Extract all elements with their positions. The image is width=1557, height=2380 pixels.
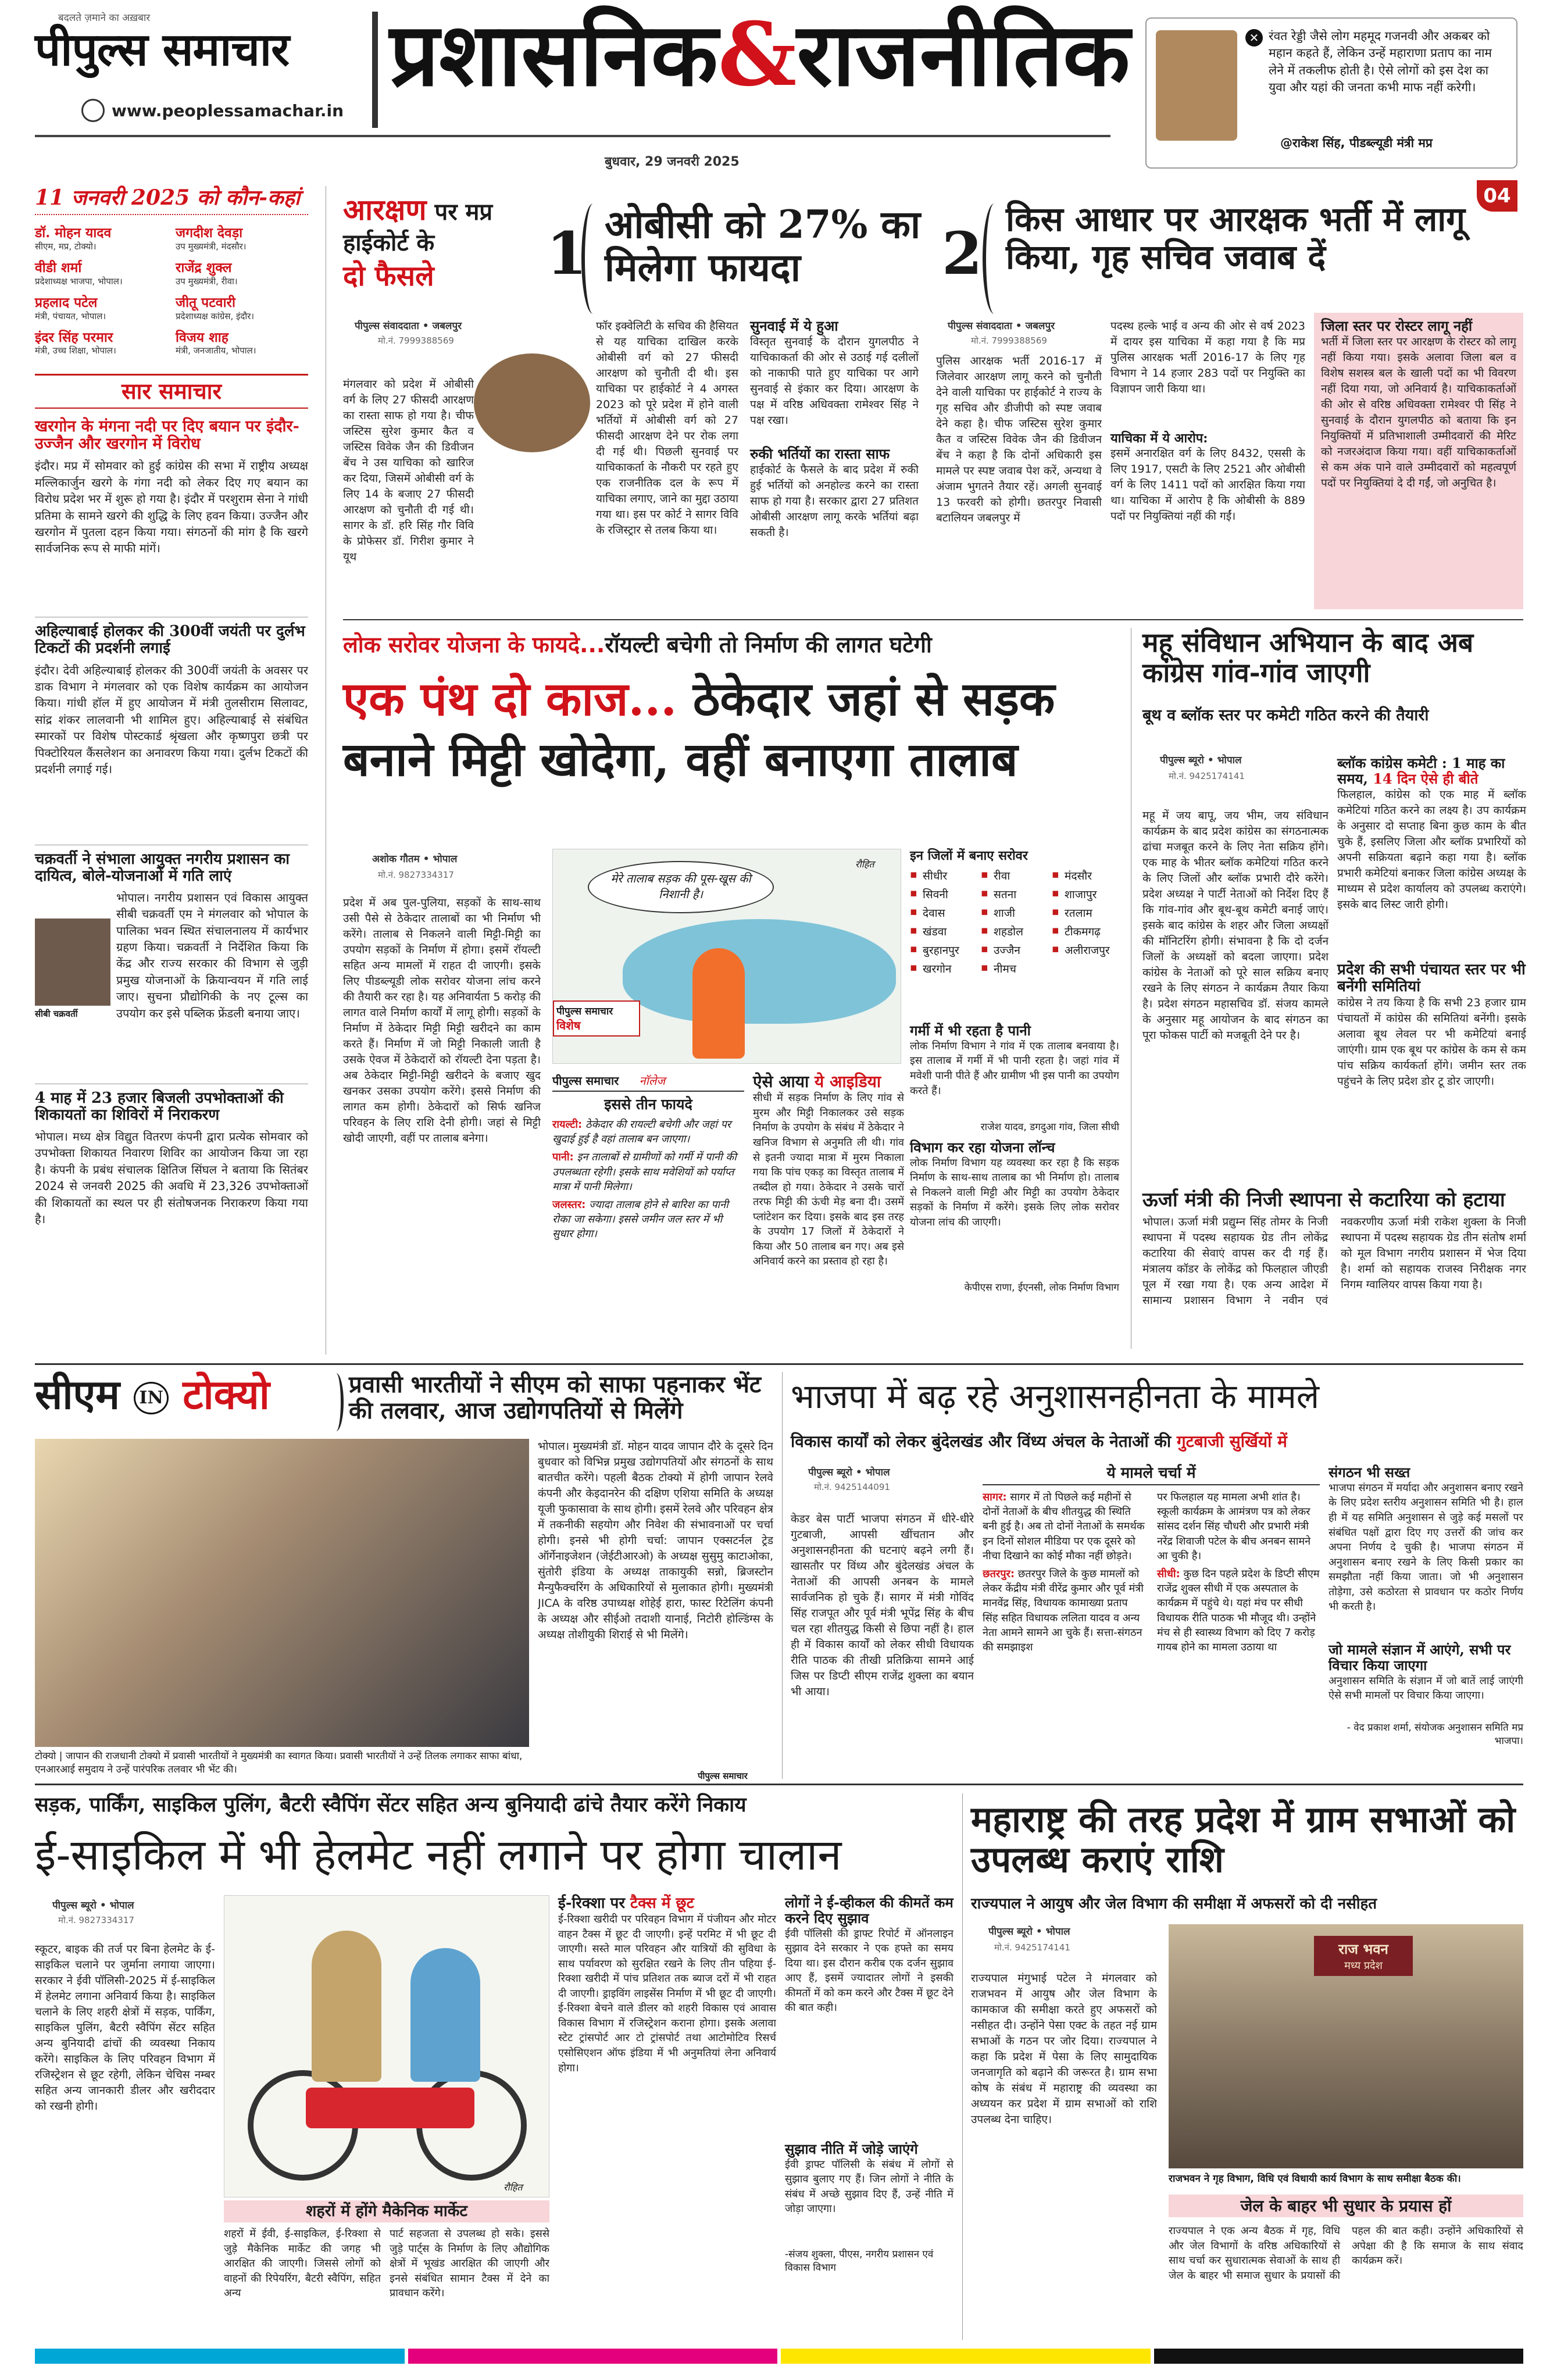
mhow-side-text: फिलहाल, कांग्रेस को एक माह में ब्लॉक कमेटियां गठित करने का लक्ष्य है। उप कार्यक्रम के अनुसार दो सप्ताह बिना कुछ काम के बीत चुके हैं, इसलिए जिला और ब्लॉक प्रभारियों को अपनी सक्रियता बढ़ाने कहा गया है। ब्लॉक प्रभारी कमेटियां बनाकर जिला कांग्रेस अध्यक्ष के माध्यम से प्रदेश कार्यालय को उपलब्ध कराएंगे। इसके बाद लिस्ट जारी होगी। xyxy=(1337,788,1526,911)
rule-lower xyxy=(35,1784,1523,1785)
birthdays-grid xyxy=(35,226,308,356)
bjp-sangathan2-text: अनुशासन समिति के संज्ञान में जो बातें लाई जाएंगी ऐसे सभी मामलों पर विचार किया जाएगा। xyxy=(1329,1674,1523,1702)
saar-item-2 xyxy=(35,617,308,836)
paper-name: पीपुल्स समाचार xyxy=(35,23,290,76)
rule-middle xyxy=(35,1363,1523,1365)
tokyo-brand-b: टोक्यो xyxy=(183,1370,270,1418)
person-8 xyxy=(176,330,308,357)
district-item: ▪ बुरहानपुर xyxy=(910,942,977,957)
benefits-box xyxy=(552,1073,744,1349)
lake-shape xyxy=(623,919,896,1024)
lok-head-a: एक पंथ दो काज... xyxy=(343,671,677,726)
story1-sub1-text: विस्तृत सुनवाई के दौरान युगलपीठ ने याचिकाकर्ता की ओर से उठाई गई दलीलों को नाकाफी पाते हुए याचिका पर आगे सुनवाई से इंकार कर दिया। आरक्षण के पक्ष में वरिष्ठ अधिवक्ता रामेश्वर सिंह ने पक्ष रखा। xyxy=(750,335,919,427)
price-head: लोगों ने ई-व्हीकल की कीमतें कम करने दिए सुझाव xyxy=(785,1894,954,1927)
kicker-a: आरक्षण xyxy=(343,192,427,227)
person-role: प्रदेशाध्यक्ष कांग्रेस, इंदौर। xyxy=(176,310,255,321)
magenta-swatch xyxy=(408,2349,778,2364)
story1-headline: ओबीसी को 27% का मिलेगा फायदा xyxy=(605,202,921,290)
rajyapal-text: राज्यपाल मंगुभाई पटेल ने मंगलवार को राजभवन में आयुष और जेल विभाग के कामकाज की समीक्षा करते हुए अफसरों को नसीहत दी। उन्होंने पेसा एक्ट के तहत नई ग्राम सभाओं के गठन पर जोर दिया। राज्यपाल ने कहा कि प्रदेश में पेसा के लिए सामुदायिक जनजागृति को बढ़ाने की जरूरत है। ग्राम सभा कोष के संबंध में महाराष्ट्र की व्यवस्था का अध्ययन कर प्रदेश में ग्राम सभाओं को राशि उपलब्ध देना चाहिए। xyxy=(971,1972,1157,2126)
jail-head: जेल के बाहर भी सुधार के प्रयास हों xyxy=(1169,2195,1523,2217)
mhow-side-head-a: ब्लॉक कांग्रेस कमेटी : 1 माह का समय, xyxy=(1337,755,1505,787)
sujhav-text: ईवी ड्राफ्ट पॉलिसी के संबंध में लोगों से सुझाव बुलाए गए हैं। जिन लोगों ने नीति के संबंध में अच्छे सुझाव दिए हैं, उन्हें नीति में जोड़ा जाएगा। xyxy=(785,2158,954,2215)
benefit-key: रायल्टी: xyxy=(552,1118,583,1131)
yojana-text: लोक निर्माण विभाग यह व्यवस्था कर रहा है कि सड़क निर्माण के साथ-साथ तालाब का भी निर्माण हो। तालाब से निकलने वाली मिट्टी और मिट्टी का उपयोग ठेकेदार सड़कों के निर्माण में करेंगे। इसके लिए लोक सरोवर योजना लांच की जाएगी। xyxy=(910,1156,1119,1228)
minister-photo xyxy=(1156,30,1237,141)
person-name: विजय शाह xyxy=(176,329,228,345)
mhow-side-head-b: 14 दिन ऐसे ही बीते xyxy=(1373,770,1479,787)
jail-text: राज्यपाल ने एक अन्य बैठक में गृह, विधि और जेल विभागों के वरिष्ठ अधिकारियों से साथ चर्चा कर सुधारात्मक सेवाओं के साथ ही जेल के बाहर भी समाज सुधार के प्रयासों की पहल की बात कही। उन्होंने अधिकारियों से अपेक्षा की है कि समाज के साथ संवाद कार्यक्रम करें। xyxy=(1169,2225,1523,2282)
cartoon-credit: रौहित xyxy=(503,2182,523,2193)
lok-phone: मो.नं. 9827334317 xyxy=(378,870,454,880)
bjp-case xyxy=(983,1490,1145,1563)
story2-sub-text: इसमें अनारक्षित वर्ग के लिए 8432, एससी के लिए 1917, एसटी के लिए 2521 और ओबीसी वर्ग के लिए 1411 पदों को आरक्षित किया गया था। याचिका में आरोप है कि ओबीसी के 889 पदों पर नियुक्तियां नहीं की गईं। xyxy=(1110,446,1305,523)
bjp-sub-b: गुटबाजी सुर्खियों में xyxy=(1176,1432,1287,1451)
tax-head xyxy=(558,1895,776,1912)
bjp-case-text: कुछ दिन पहले प्रदेश के डिप्टी सीएम राजेंद्र शुक्ल सीधी में एक अस्पताल के कार्यक्रम में पहुंचे थे। यहां मंच पर सीधी विधायक रीति पाठक भी मौजूद थी। उन्होंने मंच से ही स्वास्थ्य विभाग को दिए 7 करोड़ गायब होने का मामला उठाया था xyxy=(1157,1568,1320,1653)
saar-title: सार समाचार xyxy=(35,374,308,409)
story2-phone: मो.नं. 7999388569 xyxy=(971,335,1047,346)
ecycle-text: स्कूटर, बाइक की तर्ज पर बिना हेलमेट के ई-साइकिल चलाने पर जुर्माना लगाया जाएगा। सरकार ने ईवी पॉलिसी-2025 में ई-साइकिल में हेलमेट लगाना अनिवार्य किया है। साइकिल चलाने के लिए शहरी क्षेत्रों में सड़क, पार्किंग, साइकिल पुलिंग, बैटरी स्वैपिंग सेंटर सहित अन्य बुनियादी ढांचों की व्यवस्था निकाय करेंगे। साइकिल के लिए परिवहन विभाग में रजिस्ट्रेशन से छूट रहेगी, लेकिन चेचिस नम्बर सहित अन्य जानकारी डीलर और खरीददार को रखनी होगी। xyxy=(35,1943,215,2113)
districts-box xyxy=(910,849,1119,1023)
benefit-1 xyxy=(552,1117,744,1146)
district-item: ▪ खरगोन xyxy=(910,961,977,976)
benefit-value: ज्यादा तालाब होने से बारिश का पानी रोका जा सकेगा। इससे जमीन जल स्तर में भी सुधार होगा। xyxy=(552,1198,728,1241)
benefit-key: पानी: xyxy=(552,1151,574,1164)
mhow-text: महू में जय बापू, जय भीम, जय संविधान कार्यक्रम के बाद प्रदेश कांग्रेस का संगठनात्मक ढांचा मजबूत करने के लिए नेता सक्रिय होंगे। एक माह के भीतर ब्लॉक कमेटियां गठित करने के लिए जिलों और ब्लॉक प्रभारी दौरे करेंगे। प्रदेश अध्यक्ष ने पार्टी नेताओं को निर्देश दिए हैं कि गांव-गांव और बूथ-बूथ कमेटी बनाई जाएं। इसके बाद कांग्रेस के शहर और जिला अध्यक्षों की मॉनिटरिंग होगी। संभावना है कि दो दर्जन जिलों के अध्यक्षों को बदला जाएगा। प्रदेश कांग्रेस के नेताओं को पूरे साल सक्रिय बनाए रखने के लिए संगठन ने कार्यक्रम तैयार किया है। प्रदेश संगठन महासचिव डॉ. संजय कामले के अनुसार महू आयोजन के बाद संगठन का पूरा फोकस पार्टी को मजबूती देने पर है। xyxy=(1142,809,1329,1042)
idea-headline xyxy=(753,1073,904,1091)
district-item: ▪ उज्जैन xyxy=(981,942,1048,957)
person-6 xyxy=(176,295,308,322)
tokyo-brand-a: सीएम xyxy=(35,1370,120,1418)
person-role: मंत्री, जनजातीय, भोपाल। xyxy=(176,345,256,356)
roster-text: भर्ती में जिला स्तर पर आरक्षण के रोस्टर को लागू नहीं किया गया। इसके अलावा जिला बल व विशेष सशस्त्र बल के खाली पदों का भी विवरण नहीं दिया गया, जो अनिवार्य है। याचिकाकर्ताओं की ओर से वरिष्ठ अधिवक्ता रामेश्वर पी सिंह ने सुनवाई के दौरान युगलपीठ को बताया कि इन नियुक्तियों में प्रतिभाशाली उम्मीदवारों की मेरिट को नजरअंदाज किया गया। वहीं याचिकाकर्ताओं से कम अंक पाने वाले उम्मीदवारों को महत्वपूर्ण पदों पर नियुक्तियां दे दी गईं, जो अनुचित है। xyxy=(1321,335,1516,489)
lok-byline: अशोक गौतम • भोपाल xyxy=(372,853,458,865)
lok-headline xyxy=(343,669,1122,789)
person-name: प्रहलाद पटेल xyxy=(35,294,98,310)
gavel-photo xyxy=(474,353,590,452)
person-name: वीडी शर्मा xyxy=(35,260,82,276)
district-item: ▪ रतलाम xyxy=(1052,905,1119,920)
quote-author: @राकेश सिंह, पीडब्ल्यूडी मंत्री मप्र xyxy=(1280,136,1433,150)
tokyo-headline: प्रवासी भारतीयों ने सीएम को साफा पहनाकर भेंट की तलवार, आज उद्योगपतियों से मिलेंगे xyxy=(349,1371,761,1424)
lok-cartoon xyxy=(552,849,901,1064)
birthdays-title: 11 जनवरी 2025 को कौन-कहां xyxy=(35,186,308,215)
masthead-rule xyxy=(35,135,1110,137)
tokyo-caption-text: टोक्यो | जापान की राजधानी टोक्यो में प्रवासी भारतीयों ने मुख्यमंत्री का स्वागत किया। प्रवासी भारतीयों ने उन्हें तिलक लगाकर साफा बांधा, एनआरआई समुदाय ने उन्हें पारंपरिक तलवार भी भेंट की। xyxy=(35,1750,523,1775)
benefit-3 xyxy=(552,1198,744,1242)
district-item: ▪ अलीराजपुर xyxy=(1052,942,1119,957)
bjp-phone: मो.नं. 9425144091 xyxy=(814,1482,890,1492)
district-item: ▪ नीमच xyxy=(981,961,1048,976)
page-number: 04 xyxy=(1477,180,1517,212)
aarakshan-kicker xyxy=(343,192,535,292)
district-item: ▪ टीकमगढ़ xyxy=(1052,924,1119,939)
bracket-2 xyxy=(983,203,1006,314)
print-color-bar xyxy=(35,2349,1523,2364)
story1-text-b: फॉर इक्वेलिटी के सचिव की हैसियत से यह याचिका दाखिल करके ओबीसी वर्ग को 27 फीसदी आरक्षण को चुनौती दी थी। इस याचिका पर हाईकोर्ट ने 4 अगस्त 2023 को पूरे प्रदेश में होने वाली भर्तियों में ओबीसी वर्ग को 27 फीसदी आरक्षण देने पर रोक लगा दी गई थी। पिछली सुनवाई पर याचिकाकर्ता के नौकरी पर रहते हुए एक राजनीतिक दल के रूप में याचिका लगाए, जाने का मुद्दा उठाया गया था। इस पर कोर्ट ने सागर विवि के रजिस्ट्रार से तलब किया था। xyxy=(596,320,738,537)
tax-text: ई-रिक्शा खरीदी पर परिवहन विभाग में पंजीयन और मोटर वाहन टैक्स में छूट दी जाएगी। इन्हें परमिट में भी छूट दी जाएगी। सस्ते माल परिवहन और यात्रियों की सुविधा के साथ पर्यावरण को सुरक्षित रखने के लिए तीन पहिया ई-रिक्शा खरीदी में पांच प्रतिशत तक ब्याज दरों में भी राहत दी जाएगी। ड्राइविंग लाइसेंस निर्माण में भी छूट दी जाएगी। ई-रिक्शा बेचने वाले डीलर को शहरी विकास एवं आवास विकास विभाग में रजिस्ट्रेशन कराना होगा। इसके अलावा स्टेट ट्रांसपोर्ट आर टो ट्रांसपोर्ट तथा आटोमोटिव रिसर्च एसोसिएशन ऑफ इंडिया में भी अनुमतियां लेना अनिवार्य होगा। xyxy=(558,1913,776,2074)
cyan-swatch xyxy=(35,2349,405,2364)
saar-body: इंदौर। देवी अहिल्याबाई होलकर की 300वीं जयंती के अवसर पर डाक विभाग ने मंगलवार को एक विशेष कार्यक्रम का आयोजन किया। गांधी हॉल में हुए आयोजन में मंत्री तुलसीराम सिलावट, सांद्र शंकर लालवानी भी शामिल हुए। अहिल्याबाई से संबंधित स्मारकों पर विशेष पोस्टकार्ड श्रृंखला और कृष्णपुरा छत्री पर पिक्टोरियल कैंसलेशन का अनावरण किया गया। दुर्लभ टिकटों की प्रदर्शनी लगाई गई। xyxy=(35,663,308,776)
lok-head-b: ठेकेदार जहां से सड़क बनाने मिट्टी खोदेगा, वहीं बनाएगा तालाब xyxy=(343,671,1055,787)
district-item: ▪ सतना xyxy=(981,887,1048,902)
idea-head-a: ऐसे आया xyxy=(753,1072,815,1091)
bjp-case-key: छतरपुर: xyxy=(983,1568,1015,1581)
cartoon-credit: रौहित xyxy=(855,859,874,870)
price-text: ईवी पॉलिसी की ड्राफ्ट रिपोर्ट में ऑनलाइन सुझाव देने सरकार ने एक हफ्ते का समय दिया था। इस दौरान करीब एक दर्जन सुझाव आए हैं, इसमें ज्यादातर लोगों ने इसकी कीमतों में को कम करने और टैक्स में छूट देने की बात कही। xyxy=(785,1927,954,2014)
paper-logo xyxy=(35,24,289,75)
quote-text: रंवत रेड्डी जैसे लोग महमूद गजनवी और अकबर को महान कहते हैं, लेकिन उन्हें महाराणा प्रताप का नाम लेने में तकलीफ होती है। ऐसे लोगों को इस देश का युवा और यहां की जनता कभी माफ नहीं करेगी। xyxy=(1269,29,1492,95)
story2-headline: किस आधार पर आरक्षक भर्ती में लागू किया, गृह सचिव जवाब दें xyxy=(1006,199,1465,277)
story1-sub2-text: हाईकोर्ट के फैसले के बाद प्रदेश में रुकी हुई भर्तियों को अनहोल्ड करने का रास्ता साफ हो गया है। सरकार द्वारा 27 प्रतिशत ओबीसी आरक्षण लागू करके भर्तियां बढ़ा सकती है। xyxy=(750,463,919,539)
vishesh-tag xyxy=(553,1000,640,1037)
kicker-b: पर मप्र हाईकोर्ट के xyxy=(343,198,493,256)
tax-box xyxy=(558,1895,776,2337)
mhow-side2-text: कांग्रेस ने तय किया है कि सभी 23 हजार ग्राम पंचायतों में कांग्रेस की समितियां बनेंगी। इसके अलावा बूथ लेवल पर भी कमेटियां बनाई जाएंगी। ग्राम एक बूथ पर कांग्रेस के कम से कम पांच सक्रिय कार्यकर्ता होंगे। जमीन स्तर तक पहुंचने के लिए प्रदेश डोर टू डोर जाएगी। xyxy=(1337,996,1526,1088)
bjp-sub xyxy=(791,1430,1523,1452)
bjp-case-key: सागर: xyxy=(983,1491,1007,1504)
quote-box xyxy=(1145,17,1517,169)
tokyo-text: भोपाल। मुख्यमंत्री डॉ. मोहन यादव जापान दौरे के दूसरे दिन बुधवार को विभिन्न प्रमुख उद्योगपतियों और संगठनों के साथ बातचीत करेंगे। पहली बैठक टोक्यो में होगी जापान रेलवे कंपनी और केइदानरेन की दक्षिण एशिया समिति के अध्यक्ष यूजी फुकासावा के साथ होगी। इसमें रेलवे और परिवहन क्षेत्र में तकनीकी सहयोग और निवेश की संभावनाओं पर चर्चा होगी। इनसे भी होगी चर्चा: जापान एक्सटर्नल ट्रेड ऑर्गेनाइजेशन (जेईटीआरओ) के अध्यक्ष सुसुमु काटाओका, सुंतोरी इंडिया के अध्यक्ष ताकायुकी सन्नो, ब्रिजस्टोन मैन्युफैक्चरिंग के अधिकारियों से मुलाकात होगी। मुख्यमंत्री JICA के वरिष्ठ उपाध्यक्ष शोहेई हारा, फास्ट रिटेलिंग कंपनी के अध्यक्ष और सीईओ तदाशी यानाई, निटोरी होल्डिंग्स के अध्यक्ष तोशीयुकी शिराई से भी मिलेंगे। xyxy=(538,1440,773,1641)
section-title xyxy=(390,3,1130,106)
yellow-swatch xyxy=(781,2349,1151,2364)
rule-aarakshan xyxy=(343,619,1523,620)
story1-number: 1 xyxy=(547,219,587,288)
lok-kicker xyxy=(343,629,1122,659)
story2-number: 2 xyxy=(942,219,983,288)
bjp-sangathan2-head: जो मामले संज्ञान में आएंगे, सभी पर विचार किया जाएगा xyxy=(1329,1641,1511,1674)
story1-phone: मो.नं. 7999388569 xyxy=(378,335,454,346)
x-icon: ✕ xyxy=(1245,29,1263,47)
story2-byline: पीपुल्स संवाददाता • जबलपुर xyxy=(948,320,1055,332)
urja-text: भोपाल। ऊर्जा मंत्री प्रद्युम्न सिंह तोमर के निजी स्थापना में पदस्थ सहायक ग्रेड तीन लोकेंद्र कटारिया की सेवाएं वापस कर दी गई हैं। मंत्रालय कॉडर के लोकेंद्र को फिलहाल जीएडी पूल में रखा गया है। एक अन्य आदेश में सामान्य प्रशासन विभाग ने नवीन एवं नवकरणीय ऊर्जा मंत्री राकेश शुक्ला के निजी स्थापना में पदस्थ सहायक ग्रेड तीन संतोष शर्मा को मूल विभाग नगरीय प्रशासन में भेज दिया है। शर्मा को सहायक राजस्व निरीक्षक नगर निगम ग्वालियर वापस किया गया है। xyxy=(1142,1216,1526,1307)
ecycle-kicker: सड़क, पार्किंग, साइकिल पुलिंग, बैटरी स्वैपिंग सेंटर सहित अन्य बुनियादी ढांचे तैयार करेंगे निकाय xyxy=(35,1793,747,1817)
rajyapal-headline: महाराष्ट्र की तरह प्रदेश में ग्राम सभाओं को उपलब्ध कराएं राशि xyxy=(971,1798,1516,1881)
rajyapal-phone: मो.नं. 9425174141 xyxy=(994,1942,1070,1953)
chakravarti-caption: सीबी चक्रवर्ती xyxy=(35,1008,78,1019)
lok-text: प्रदेश में अब पुल-पुलिया, सड़कों के साथ-साथ उसी पैसे से ठेकेदार तालाबों का भी निर्माण भी करेंगे। तालाब से निकलने वाली मिट्टी-मिट्टी का उपयोग सड़कों के निर्माण में होगा। इसमें रॉयल्टी सहित अन्य मामलों में राहत दी जाएगी। इसके लिए पीडब्ल्यूडी लोक सरोवर योजना लांच करने की तैयारी कर रहा है। यह अनिवार्यता 5 करोड़ की लागत वाले निर्माण कार्यों में लागू होगी। सड़कों के निर्माण में ठेकेदार मिट्टी मिट्टी खरीदने का काम करते हैं। निर्माण में जो मिट्टी निकाली जाती है उसके ऐवज में ठेकेदारों को रॉयल्टी देना पड़ता है। अब ठेकेदार मिट्टी-मिट्टी खरीदने के बजाए खुद खनकर उसका उपयोग करेंगे। इससे निर्माण की लागत कम होगी। ठेकेदारों को सिर्फ खनिज परिवहन के लिए राशि देनी होगी। जहां से मिट्टी खोदी जाएगी, वहीं पर तालाब बनेगा। xyxy=(343,896,541,1145)
person-1 xyxy=(35,226,167,252)
story2-text-b: पदस्थ हल्के भाई व अन्य की ओर से वर्ष 2023 में दायर इस याचिका में कहा गया है कि मप्र पुलिस आरक्षक भर्ती 2016-17 के लिए गृह विभाग ने 14 हजार 283 पदों पर नियुक्ति का विज्ञापन जारी किया था। xyxy=(1110,320,1305,395)
person-role: उप मुख्यमंत्री, मंदसौर। xyxy=(176,241,247,252)
lok-kicker-a: लोक सरोवर योजना के फायदे... xyxy=(343,632,605,657)
rajyapal-caption: राजभवन ने गृह विभाग, विधि एवं विधायी कार्य विभाग के साथ समीक्षा बैठक की। xyxy=(1169,2173,1461,2185)
yojana-head: विभाग कर रहा योजना लॉन्च xyxy=(910,1138,1055,1156)
mhow-headline: महू संविधान अभियान के बाद अब कांग्रेस गांव-गांव जाएगी xyxy=(1142,627,1474,688)
ecycle-headline: ई-साइकिल में भी हेलमेट नहीं लगाने पर होगा चालान xyxy=(35,1830,842,1880)
benefit-2 xyxy=(552,1150,744,1194)
person-role: प्रदेशाध्यक्ष भाजपा, भोपाल। xyxy=(35,276,123,287)
bjp-cases-title: ये मामले चर्चा में xyxy=(983,1465,1320,1485)
district-item: ▪ रीवा xyxy=(981,868,1048,883)
section-title-a: प्रशासनिक xyxy=(390,3,718,106)
mhow-side xyxy=(1337,756,1526,1186)
roster-box xyxy=(1314,313,1523,609)
gram-sig: राजेश यादव, डगदुआ गांव, जिला सीधी xyxy=(980,1121,1119,1133)
gram-text: लोक निर्माण विभाग ने गांव में एक तालाब बनवाया है। इस तालाब में गर्मी में भी पानी रहता है। जहां गांव में मवेशी पानी पीते हैं और ग्रामीण भी इस पानी का उपयोग करते हैं। xyxy=(910,1039,1119,1097)
bjp-case xyxy=(1157,1567,1320,1654)
person-role: उप मुख्यमंत्री, रीवा। xyxy=(176,276,238,287)
saar-item-3 xyxy=(35,845,308,1075)
story1-byline: पीपुल्स संवाददाता • जबलपुर xyxy=(355,320,462,332)
saar-headline: अहिल्याबाई होलकर की 300वीं जयंती पर दुर्लभ टिकटों की प्रदर्शनी लगाई xyxy=(35,623,305,657)
rajbhavan-sign xyxy=(1314,1936,1413,1976)
bjp-headline: भाजपा में बढ़ रहे अनुशासनहीनता के मामले xyxy=(791,1377,1320,1416)
story1-text-a: मंगलवार को प्रदेश में ओबीसी वर्ग के लिए 27 फीसदी आरक्षण का रास्ता साफ हो गया है। चीफ जस्टिस सुरेश कुमार कैत व जस्टिस विवेक जैन की डिवीजन बेंच ने उस याचिका को खारिज कर दिया, जिसमें ओबीसी वर्ग के लिए 14 के बजाए 27 फीसदी आरक्षण को चुनौती दी गई थी। सागर के डॉ. हरि सिंह गौर विवि के प्रोफेसर डॉ. गिरीश कुमार ने यूथ xyxy=(343,378,474,563)
saar-body: इंदौर। मप्र में सोमवार को हुई कांग्रेस की सभा में राष्ट्रीय अध्यक्ष मल्लिकार्जुन खरगे के गंगा नदी को लेकर दिए गए बयान का विरोध प्रदेश भर में शुरू हो गया है। इंदौर में परशुराम सेना ने गांधी प्रतिमा के सामने खरगे की शुद्धि के लिए हवन किया। उज्जैन और खरगोन में पुतला दहन किया गया। संगठनों की मांग है कि खरगे सार्वजनिक रूप से माफी मांगें। xyxy=(35,459,308,556)
mhow-side-head xyxy=(1337,756,1526,787)
story1-sub2: रुकी भर्तियों का रास्ता साफ xyxy=(750,445,890,462)
benefits-title: इससे तीन फायदे xyxy=(604,1096,692,1113)
cartoon-bubble xyxy=(588,861,774,913)
bjp-case-text: छतरपुर जिले के कुछ मामलों को लेकर केंद्रीय मंत्री वीरेंद्र कुमार और पूर्व मंत्री मानवेंद्र सिंह, विधायक कामाख्या प्रताप सिंह सहित विधायक ललिता यादव व अन्य नेता आमने सामने आ चुके हैं। सत्ता-संगठन की समझाइश xyxy=(983,1568,1144,1653)
idea-head-b: ये आइडिया xyxy=(815,1072,881,1091)
person-role: सीएम, मप्र, टोक्यो। xyxy=(35,241,97,252)
district-item: ▪ शाजापुर xyxy=(1052,887,1119,902)
story2-mid xyxy=(1110,319,1305,609)
district-item: ▪ मंदसौर xyxy=(1052,868,1119,883)
gram-box xyxy=(910,1023,1119,1349)
district-item: ▪ देवास xyxy=(910,905,977,920)
market-head: शहरों में होंगे मैकेनिक मार्केट xyxy=(224,2200,549,2222)
person-5 xyxy=(35,295,167,322)
tokyo-bracket xyxy=(328,1373,344,1431)
ecycle-byline: पीपुल्स ब्यूरो • भोपाल xyxy=(52,1900,134,1911)
notice-tag: नॉलेज xyxy=(639,1074,666,1088)
bjp-case xyxy=(983,1567,1145,1654)
mhow-byline: पीपुल्स ब्यूरो • भोपाल xyxy=(1160,755,1242,766)
district-item: ▪ खंडवा xyxy=(910,924,977,939)
person-3 xyxy=(35,260,167,287)
yojana-sig: केपीएस राणा, ईएनसी, लोक निर्माण विभाग xyxy=(964,1281,1119,1293)
col-divider-rajyapal xyxy=(962,1793,963,2340)
saar-item-4 xyxy=(35,1084,308,1262)
cartoon-text: मेरे तालाब सड़क की पूस-खूस की निशानी है। xyxy=(610,871,751,901)
saar-headline: खरगोन के मंगना नदी पर दिए बयान पर इंदौर-उज्जैन और खरगोन में विरोध xyxy=(35,417,299,453)
globe-icon xyxy=(81,99,105,122)
district-item: ▪ सीधीर xyxy=(910,868,977,883)
vishesh-brand: पीपुल्स समाचार xyxy=(556,1006,613,1017)
bjp-case-text: सागर में तो पिछले कई महीनों से दोनों नेताओं के बीच शीतयुद्ध की स्थिति बनी हुई है। अब तो दोनों नेताओं के समर्थक इन दिनों सोशल मीडिया पर एक दूसरे को नीचा दिखाने का कोई मौका नहीं छोड़ते। xyxy=(983,1491,1145,1562)
section-title-b: राजनीतिक xyxy=(797,3,1130,106)
bjp-cases xyxy=(983,1465,1320,1773)
person-name: जगदीश देवड़ा xyxy=(176,225,243,241)
district-item: ▪ शहडोल xyxy=(981,924,1048,939)
person-role: मंत्री, उच्च शिक्षा, भोपाल। xyxy=(35,345,116,356)
saar-body: भोपाल। मध्य क्षेत्र विद्युत वितरण कंपनी द्वारा प्रत्येक सोमवार को उपभोक्ता शिकायत निवारण शिविर का आयोजन किया जा रहा है। कंपनी के प्रबंध संचालक क्षितिज सिंघल ने बताया कि सितंबर 2024 से जनवरी 2025 की अवधि में 23,326 उपभोक्ताओं की शिकायतों का स्थल पर ही संतोषजनक निराकरण किया गया है। xyxy=(35,1129,308,1226)
person-name: डॉ. मोहन यादव xyxy=(35,225,112,241)
bjp-cases-cols xyxy=(983,1490,1320,1769)
benefit-value: ठेकेदार की रायल्टी बचेगी और जहां पर खुदाई हुई है वहां तालाब बन जाएगा। xyxy=(552,1118,731,1146)
ecycle-cartoon xyxy=(224,1895,549,2197)
districts-title: इन जिलों में बनाए सरोवर xyxy=(910,848,1028,863)
saar-headline: 4 माह में 23 हजार बिजली उपभोक्ताओं की शिकायतों का शिविरों में निराकरण xyxy=(35,1089,284,1124)
lok-kicker-b: रॉयल्टी बचेगी तो निर्माण की लागत घटेगी xyxy=(605,632,932,657)
bjp-text: केडर बेस पार्टी भाजपा संगठन में धीरे-धीरे गुटबाजी, आपसी खींचतान और अनुशासनहीनता की घटनाएं बढ़ने लगी हैं। खासतौर पर विंध्य और बुंदेलखंड अंचल के नेताओं की आपसी अनबन के मामले सार्वजनिक हो चुके हैं। सागर में मंत्री गोविंद सिंह राजपूत और पूर्व मंत्री भूपेंद्र सिंह के बीच चल रहा शीतयुद्ध किसी से छिपा नहीं है। हाल ही में विकास कार्यों को लेकर सीधी विधायक रीति पाठक की तीखी प्रतिक्रिया सामने आई जिस पर डिप्टी सीएम राजेंद्र शुक्ला का बयान भी आया। xyxy=(791,1513,974,1698)
bjp-sangathan2-sig: - वेद प्रकाश शर्मा, संयोजक अनुशासन समिति मप्र भाजपा। xyxy=(1347,1721,1523,1747)
idea-text: सीधी में सड़क निर्माण के लिए गांव से मुरम और मिट्टी निकालकर उसे सड़क निर्माण के उपयोग के संबंध में ठेकेदार ने खनिज विभाग से अनुमति ली थी। गांव से इतनी ज्यादा मात्रा में मुरम निकाला गया कि पांच एकड़ का विस्तृत तालाब में तब्दील हो गया। ठेकेदार ने उसके चारों तरफ मिट्टी की ऊंची मेड़ बना दी। उसमें प्लांटेशन कर दिया। इसके बाद इस तरह के उपयोग 17 जिलों में ठेकेदारों ने किया और 50 तालाब बन गए। अब इसे अनिवार्य करने का प्रस्ताव हो रहा है। xyxy=(753,1092,904,1268)
bracket-1 xyxy=(581,203,605,314)
sujhav-sig: -संजय शुक्ला, पीएस, नगरीय प्रशासन एवं विकास विभाग xyxy=(785,2248,934,2274)
website-link[interactable]: www.peoplessamachar.in xyxy=(112,101,344,120)
person-7 xyxy=(35,330,167,357)
mhow-sub: बूथ व ब्लॉक स्तर पर कमेटी गठित करने की तैयारी xyxy=(1142,706,1429,724)
benefit-key: जलस्तर: xyxy=(552,1198,586,1211)
sujhav-head: सुझाव नीति में जोड़े जाएंगे xyxy=(785,2140,918,2157)
notice-header xyxy=(552,1073,744,1092)
story1-side xyxy=(750,319,919,609)
vishesh-label: विशेष xyxy=(556,1019,581,1032)
tokyo-photo xyxy=(35,1439,529,1747)
idea-box xyxy=(753,1073,904,1349)
story2-sub: याचिका में ये आरोप: xyxy=(1110,431,1208,446)
tax-head-b: टैक्स में छूट xyxy=(630,1895,694,1912)
kicker-c: दो फैसले xyxy=(343,259,434,292)
rajbhavan-sign-a: राज भवन xyxy=(1338,1941,1388,1957)
story1-body xyxy=(343,319,924,609)
urja-story xyxy=(1142,1189,1526,1352)
tokyo-brand xyxy=(35,1372,337,1417)
policeman xyxy=(312,1931,381,2082)
person-role: मंत्री, पंचायत, भोपाल। xyxy=(35,310,106,321)
bicycle-frame xyxy=(306,2088,474,2128)
benefit-value: इन तालाबों से ग्रामीणों को गर्मी में पानी की उपलब्धता रहेगी। इसके साथ मवेशियों को पर्याप्त मात्रा में पानी मिलेगा। xyxy=(552,1151,737,1193)
black-swatch xyxy=(1154,2349,1524,2364)
districts-list xyxy=(910,868,1119,976)
person-name: राजेंद्र शुक्ल xyxy=(176,260,232,276)
cartoon-man xyxy=(692,948,745,1059)
bjp-sub-a: विकास कार्यों को लेकर बुंदेलखंड और विंध्य अंचल के नेताओं की xyxy=(791,1432,1177,1451)
rajyapal-photo xyxy=(1169,1924,1523,2168)
rider xyxy=(410,1948,480,2082)
market-text-b: पार्ट सहजता से उपलब्ध हो सके। इससे जुड़े पार्ट्स के निर्माण के लिए औद्योगिक क्षेत्रों में भूखंड आरक्षित की जाएगी और इनसे संबंधित सामान टैक्स में देने का प्रावधान करेंगे। xyxy=(390,2228,549,2300)
person-name: इंदर सिंह परमार xyxy=(35,329,113,345)
saar-body: भोपाल। नगरीय प्रशासन एवं विकास आयुक्त सीबी चक्रवर्ती एम ने मंगलवार को भोपाल के पालिका भवन स्थित संचालनालय में कार्यभार ग्रहण किया। चक्रवर्ती ने निर्देशित किया कि केंद्र और राज्य सरकार की विभाग से जुड़ी प्रमुख योजनाओं के क्रियान्वयन में गति लाई जाए। सुचना प्रौद्योगिकी के नए टूल्स का उपयोग कर इसे पब्लिक फ्रेंडली बनाया जाए। xyxy=(116,890,308,1020)
bjp-case-key: सीधी: xyxy=(1157,1568,1180,1581)
mhow-side2-head: प्रदेश की सभी पंचायत स्तर पर भी बनेंगी समितियां xyxy=(1337,960,1526,995)
gram-head: गर्मी में भी रहता है पानी xyxy=(910,1022,1031,1039)
bjp-case xyxy=(1157,1490,1320,1563)
price-box xyxy=(785,1895,954,2337)
chakravarti-photo xyxy=(35,919,110,1006)
urja-headline: ऊर्जा मंत्री की निजी स्थापना से कटारिया को हटाया xyxy=(1142,1188,1505,1212)
person-4 xyxy=(176,260,308,287)
notice-brand: पीपुल्स समाचार xyxy=(552,1074,619,1088)
story2-body xyxy=(936,319,1523,609)
saar-item-1 xyxy=(35,418,308,609)
paper-tagline: बदलते ज़माने का अख़बार xyxy=(58,12,151,24)
district-item: ▪ शाजी xyxy=(981,905,1048,920)
tax-head-a: ई-रिक्शा पर xyxy=(558,1895,631,1912)
person-2 xyxy=(176,226,308,252)
bjp-case-text: पर फिलहाल यह मामला अभी शांत है। स्कूली कार्यक्रम के आमंत्रण पत्र को लेकर सांसद दर्शन सिंह चौधरी और प्रभारी मंत्री नरेंद्र शिवाजी पटेल के बीच अनबन सामने आ चुकी है। xyxy=(1157,1491,1311,1562)
market-text-a: शहरों में ईवी, ई-साइकिल, ई-रिक्शा से जुड़े मैकेनिक मार्केट की जगह भी आरक्षित की जाएगी। जिससे लोगों को वाहनों की रिपेयरिंग, बैटरी स्वैपिंग, सहित अन्य xyxy=(224,2228,381,2300)
bjp-sangathan xyxy=(1329,1465,1523,1773)
rajyapal-byline: पीपुल्स ब्यूरो • भोपाल xyxy=(988,1926,1070,1938)
section-title-amp: & xyxy=(717,3,797,106)
rajbhavan-sign-b: मध्य प्रदेश xyxy=(1344,1960,1383,1972)
district-item: ▪ सिवनी xyxy=(910,887,977,902)
bjp-sangathan-text: भाजपा संगठन में मर्यादा और अनुशासन बनाए रखने के लिए प्रदेश स्तरीय अनुशासन समिति भी है। हाल ही में यह समिति अनुशासन से जुड़े कई मसलों पर संबंधित पक्षों द्वारा दिए गए उत्तरों की जांच कर अपना निर्णय दे चुकी है। भाजपा संगठन में अनुशासन बनाए रखने के लिए किसी प्रकार का समझौता नहीं किया जाता। जो भी अनुशासन तोड़ेगा, उसे कठोरता से प्रावधान पर कठोर निर्णय भी करती है। xyxy=(1329,1481,1523,1613)
saar-body-wrap xyxy=(35,889,308,1075)
roster-head: जिला स्तर पर रोस्टर लागू नहीं xyxy=(1321,317,1473,334)
tokyo-credit: पीपुल्स समाचार xyxy=(698,1771,748,1781)
story2-text-a: पुलिस आरक्षक भर्ती 2016-17 में जिलेवार आरक्षण लागू करने को चुनौती देने वाली याचिका पर हाईकोर्ट ने राज्य के गृह सचिव और डीजीपी को स्पष्ट जवाब देने कहा है। चीफ जस्टिस सुरेश कुमार कैत व जस्टिस विवेक जैन की डिवीजन बेंच ने कहा है कि दोनों अधिकारी इस मामले पर स्पष्ट जवाब पेश करें, अन्यथा वे अंजाम भुगतने तैयार रहें। अगली सुनवाई 13 फरवरी को होगी। छतरपुर निवासी बटालियन जबलपुर में xyxy=(936,355,1102,524)
masthead-divider xyxy=(372,12,378,128)
rajyapal-sub: राज्यपाल ने आयुष और जेल विभाग की समीक्षा में अफसरों को दी नसीहत xyxy=(971,1895,1377,1913)
saar-headline: चक्रवर्ती ने संभाला आयुक्त नगरीय प्रशासन का दायित्व, बोले-योजनाओं में गति लाएं xyxy=(35,850,290,885)
issue-date: बुधवार, 29 जनवरी 2025 xyxy=(605,155,740,169)
story1-sub1: सुनवाई में ये हुआ xyxy=(750,317,838,334)
bjp-sangathan-head: संगठन भी सख्त xyxy=(1329,1464,1410,1481)
tokyo-caption xyxy=(35,1750,529,1777)
person-name: जीतू पटवारी xyxy=(176,294,235,310)
ecycle-phone: मो.नं. 9827334317 xyxy=(58,1915,134,1925)
mhow-phone: मो.नं. 9425174141 xyxy=(1169,771,1245,781)
bjp-byline: पीपुल्स ब्यूरो • भोपाल xyxy=(808,1467,890,1478)
tokyo-brand-in: IN xyxy=(134,1382,168,1414)
col-divider-bjp xyxy=(782,1372,783,1779)
